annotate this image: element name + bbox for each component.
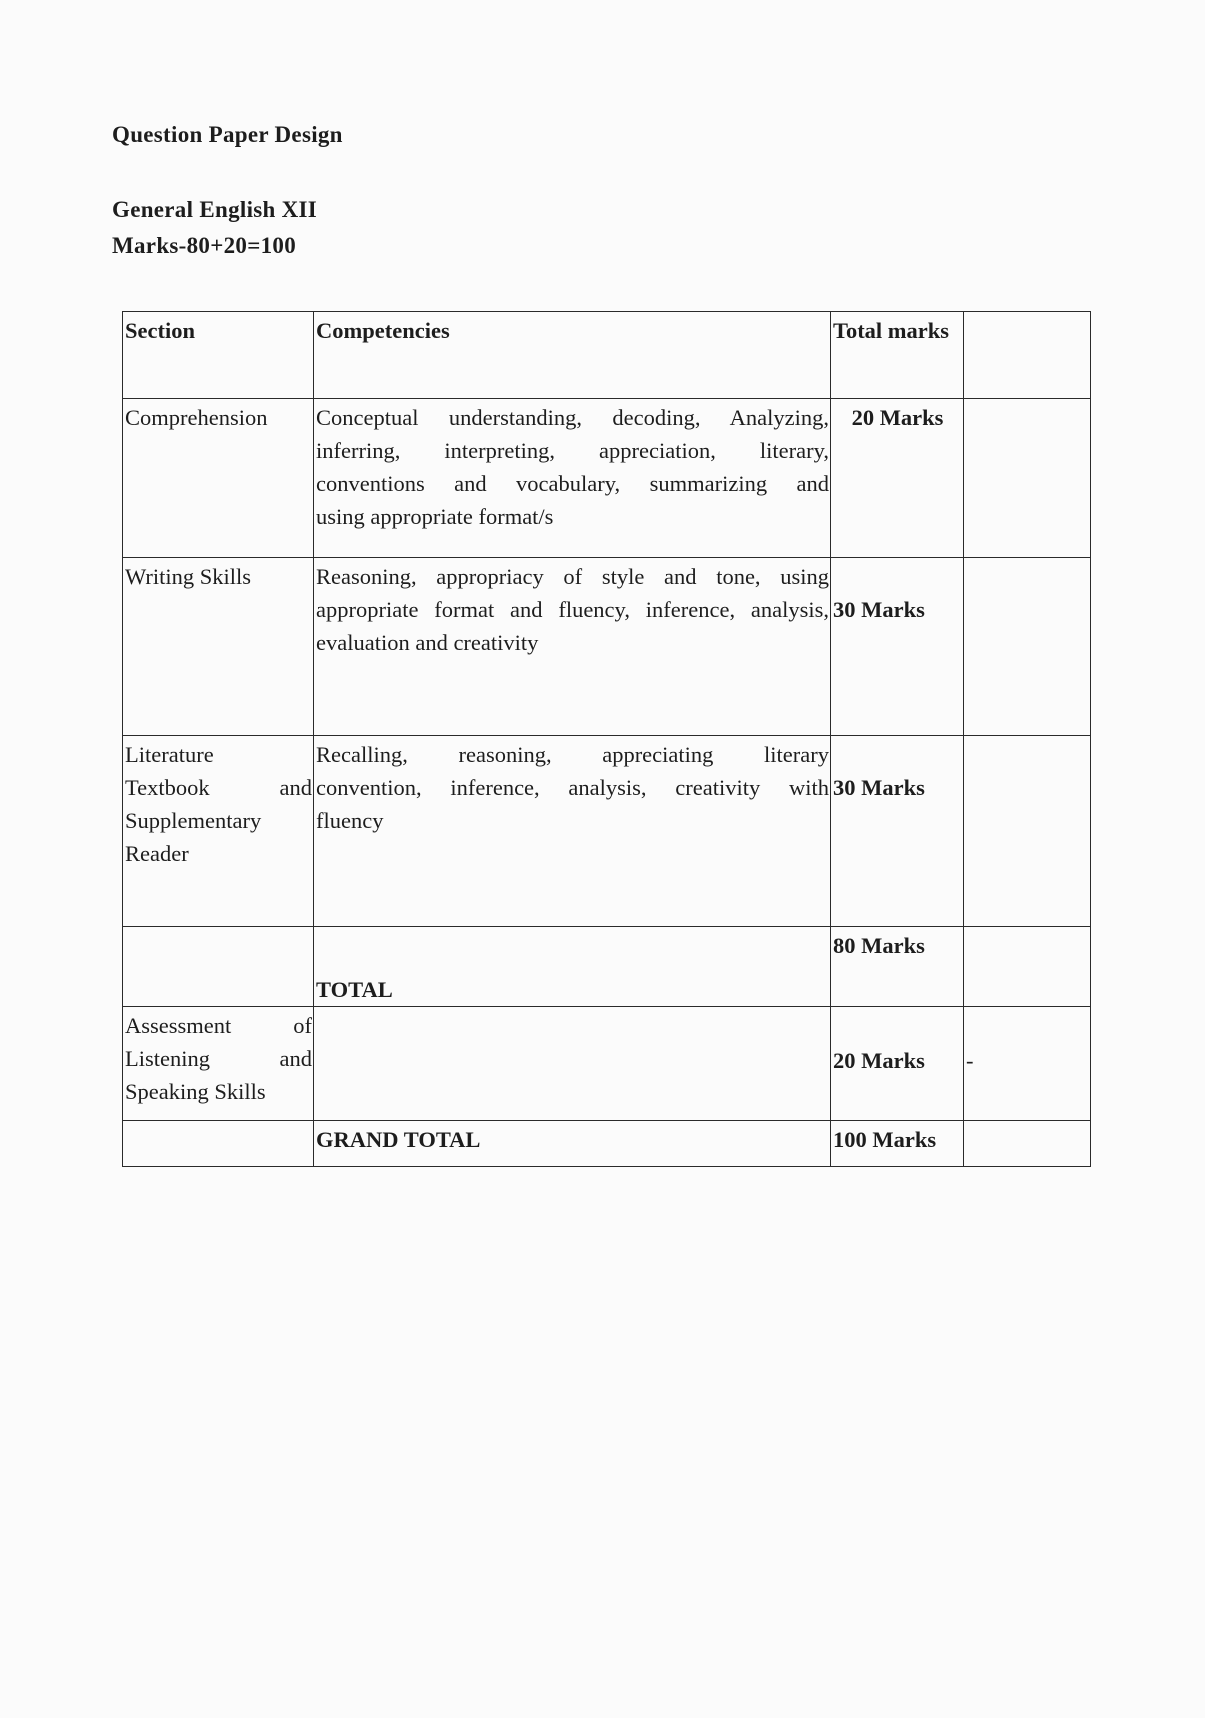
question-paper-table bbox=[122, 311, 1091, 1167]
competency-line: Conceptual understanding, decoding, Analyzing, bbox=[316, 405, 829, 430]
marks-cell: 30 Marks bbox=[831, 558, 964, 736]
grand-total-label: GRAND TOTAL bbox=[316, 1127, 481, 1152]
section-line: Literature bbox=[125, 742, 214, 767]
competencies-cell bbox=[314, 1121, 831, 1167]
competency-line: appropriate format and fluency, inference, analysis, bbox=[316, 597, 829, 622]
competency-line: fluency bbox=[316, 808, 384, 833]
blank-cell bbox=[964, 736, 1091, 927]
table-row-literature bbox=[123, 736, 1091, 927]
competency-line: convention, inference, analysis, creativity with bbox=[316, 775, 829, 800]
blank-cell bbox=[964, 1121, 1091, 1167]
table-row-grand-total bbox=[123, 1121, 1091, 1167]
section-line: Textbook and bbox=[125, 775, 312, 800]
section-line: Comprehension bbox=[125, 405, 268, 430]
section-line: Reader bbox=[125, 841, 189, 866]
competencies-cell bbox=[314, 1007, 831, 1121]
marks-summary: Marks-80+20=100 bbox=[112, 233, 297, 258]
section-line: Supplementary bbox=[125, 808, 262, 833]
extra-cell: - bbox=[964, 1007, 1091, 1121]
header-competencies: Competencies bbox=[314, 312, 831, 399]
table-header-row bbox=[123, 312, 1091, 399]
competency-line: evaluation and creativity bbox=[316, 630, 539, 655]
competencies-cell bbox=[314, 927, 831, 1007]
marks-cell: 20 Marks bbox=[831, 1007, 964, 1121]
table-row-total bbox=[123, 927, 1091, 1007]
marks-cell: 100 Marks bbox=[831, 1121, 964, 1167]
header-total-marks: Total marks bbox=[831, 312, 964, 399]
section-line: Assessment of bbox=[125, 1013, 312, 1038]
competency-line: conventions and vocabulary, summarizing and bbox=[316, 471, 829, 496]
total-label: TOTAL bbox=[316, 977, 393, 1002]
marks-cell: 30 Marks bbox=[831, 736, 964, 927]
competency-line: using appropriate format/s bbox=[316, 504, 554, 529]
section-cell bbox=[123, 399, 314, 558]
competencies-cell bbox=[314, 399, 831, 558]
table-row-assessment bbox=[123, 1007, 1091, 1121]
competency-line: Reasoning, appropriacy of style and tone, using bbox=[316, 564, 829, 589]
section-cell bbox=[123, 1007, 314, 1121]
section-cell bbox=[123, 558, 314, 736]
blank-cell bbox=[964, 558, 1091, 736]
table-row-comprehension bbox=[123, 399, 1091, 558]
section-cell bbox=[123, 736, 314, 927]
section-line: Writing Skills bbox=[125, 564, 251, 589]
section-cell bbox=[123, 927, 314, 1007]
marks-cell: 20 Marks bbox=[831, 399, 964, 558]
competencies-cell bbox=[314, 736, 831, 927]
competency-line: Recalling, reasoning, appreciating literary bbox=[316, 742, 829, 767]
marks-cell: 80 Marks bbox=[831, 927, 964, 1007]
blank-cell bbox=[964, 927, 1091, 1007]
competency-line: inferring, interpreting, appreciation, literary, bbox=[316, 438, 829, 463]
blank-cell bbox=[964, 399, 1091, 558]
section-line: Listening and bbox=[125, 1046, 312, 1071]
table-row-writing-skills bbox=[123, 558, 1091, 736]
subject-title: General English XII bbox=[112, 197, 318, 222]
section-cell bbox=[123, 1121, 314, 1167]
header-blank bbox=[964, 312, 1091, 399]
page-title: Question Paper Design bbox=[112, 122, 343, 147]
section-line: Speaking Skills bbox=[125, 1079, 266, 1104]
competencies-cell bbox=[314, 558, 831, 736]
header-section: Section bbox=[123, 312, 314, 399]
